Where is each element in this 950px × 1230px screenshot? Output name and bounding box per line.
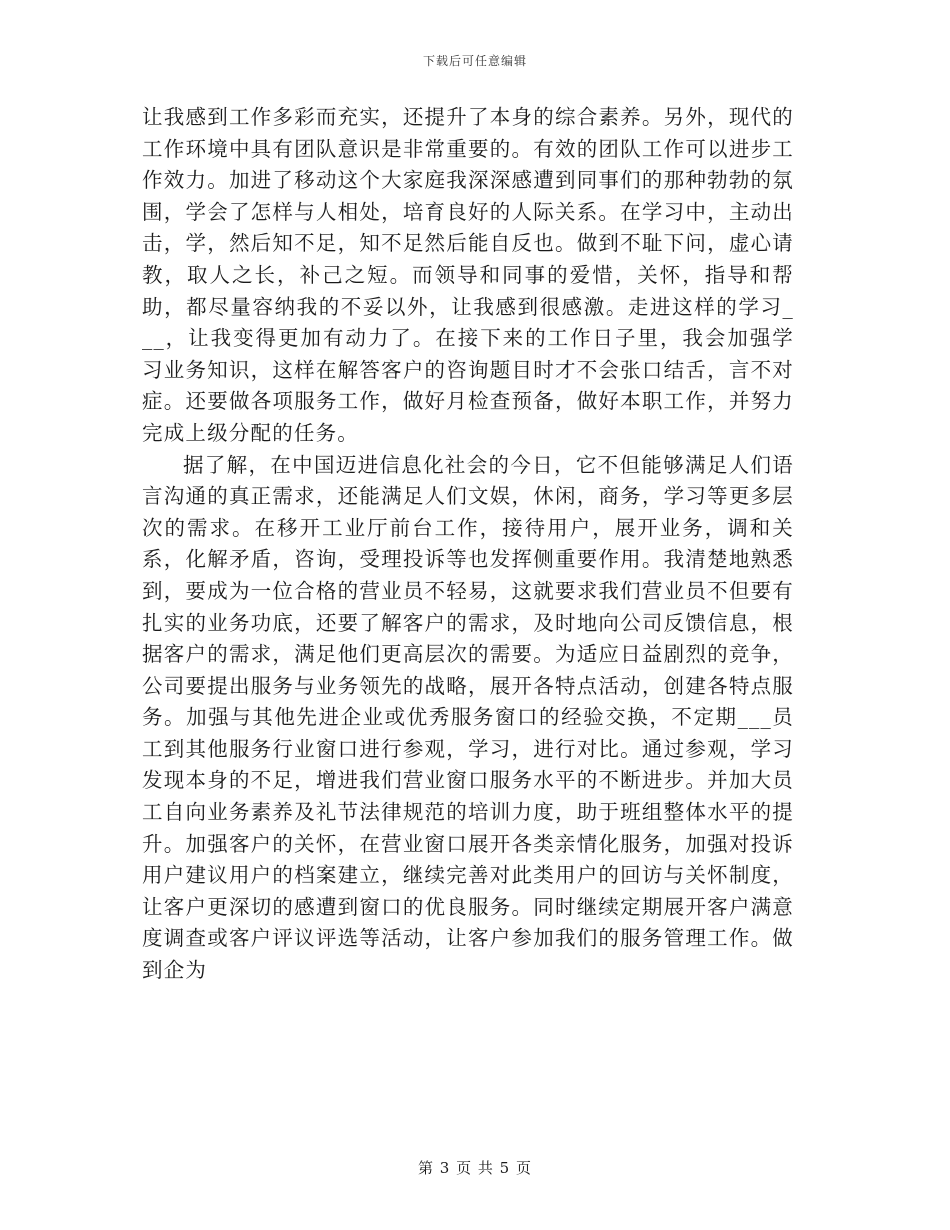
page-number: 第 3 页 共 5 页 [418,1159,532,1177]
paragraph-2: 据了解，在中国迈进信息化社会的今日，它不但能够满足人们语言沟通的真正需求，还能满足人们文娱，休闲，商务，学习等更多层次的需求。在移开工业厅前台工作，接待用户，展开业务，调和关系，化解矛盾，咨询，受理投诉等也发挥侧重要作用。我清楚地熟悉到，要成为一位合格的营业员不轻易，这就要求我们营业员不但要有扎实的业务功底，还要了解客户的需求，及时地向公司反馈信息，根据客户的需求，满足他们更高层次的需要。为适应日益剧烈的竞争，公司要提出服务与业务领先的战略，展开各特点活动，创建各特点服务。加强与其他先进企业或优秀服务窗口的经验交换，不定期___员工到其他服务行业窗口进行参观，学习，进行对比。通过参观，学习发现本身的不足，增进我们营业窗口服务水平的不断进步。并加大员工自向业务素养及礼节法律规范的培训力度，助于班组整体水平的提升。加强客户的关怀，在营业窗口展开各类亲情化服务，加强对投诉用户建议用户的档案建立，继续完善对此类用户的回访与关怀制度，让客户更深切的感遭到窗口的优良服务。同时继续定期展开客户满意度调查或客户评议评选等活动，让客户参加我们的服务管理工作。做到企为 [142,452,794,983]
paragraph-1: 让我感到工作多彩而充实，还提升了本身的综合素养。另外，现代的工作环境中具有团队意识是非常重要的。有效的团队工作可以进步工作效力。加进了移动这个大家庭我深深感遭到同事们的那种勃勃的氛围，学会了怎样与人相处，培育良好的人际关系。在学习中，主动出击，学，然后知不足，知不足然后能自反也。做到不耻下问，虚心请教，取人之长，补己之短。而领导和同事的爱惜，关怀，指导和帮助，都尽量容纳我的不妥以外，让我感到很感激。走进这样的学习___，让我变得更加有动力了。在接下来的工作日子里，我会加强学习业务知识，这样在解答客户的咨询题目时才不会张口结舌，言不对症。还要做各项服务工作，做好月检查预备，做好本职工作，并努力完成上级分配的任务。 [142,105,794,445]
document-body [142,102,794,987]
page-header: 下载后可任意编辑 [422,54,527,68]
